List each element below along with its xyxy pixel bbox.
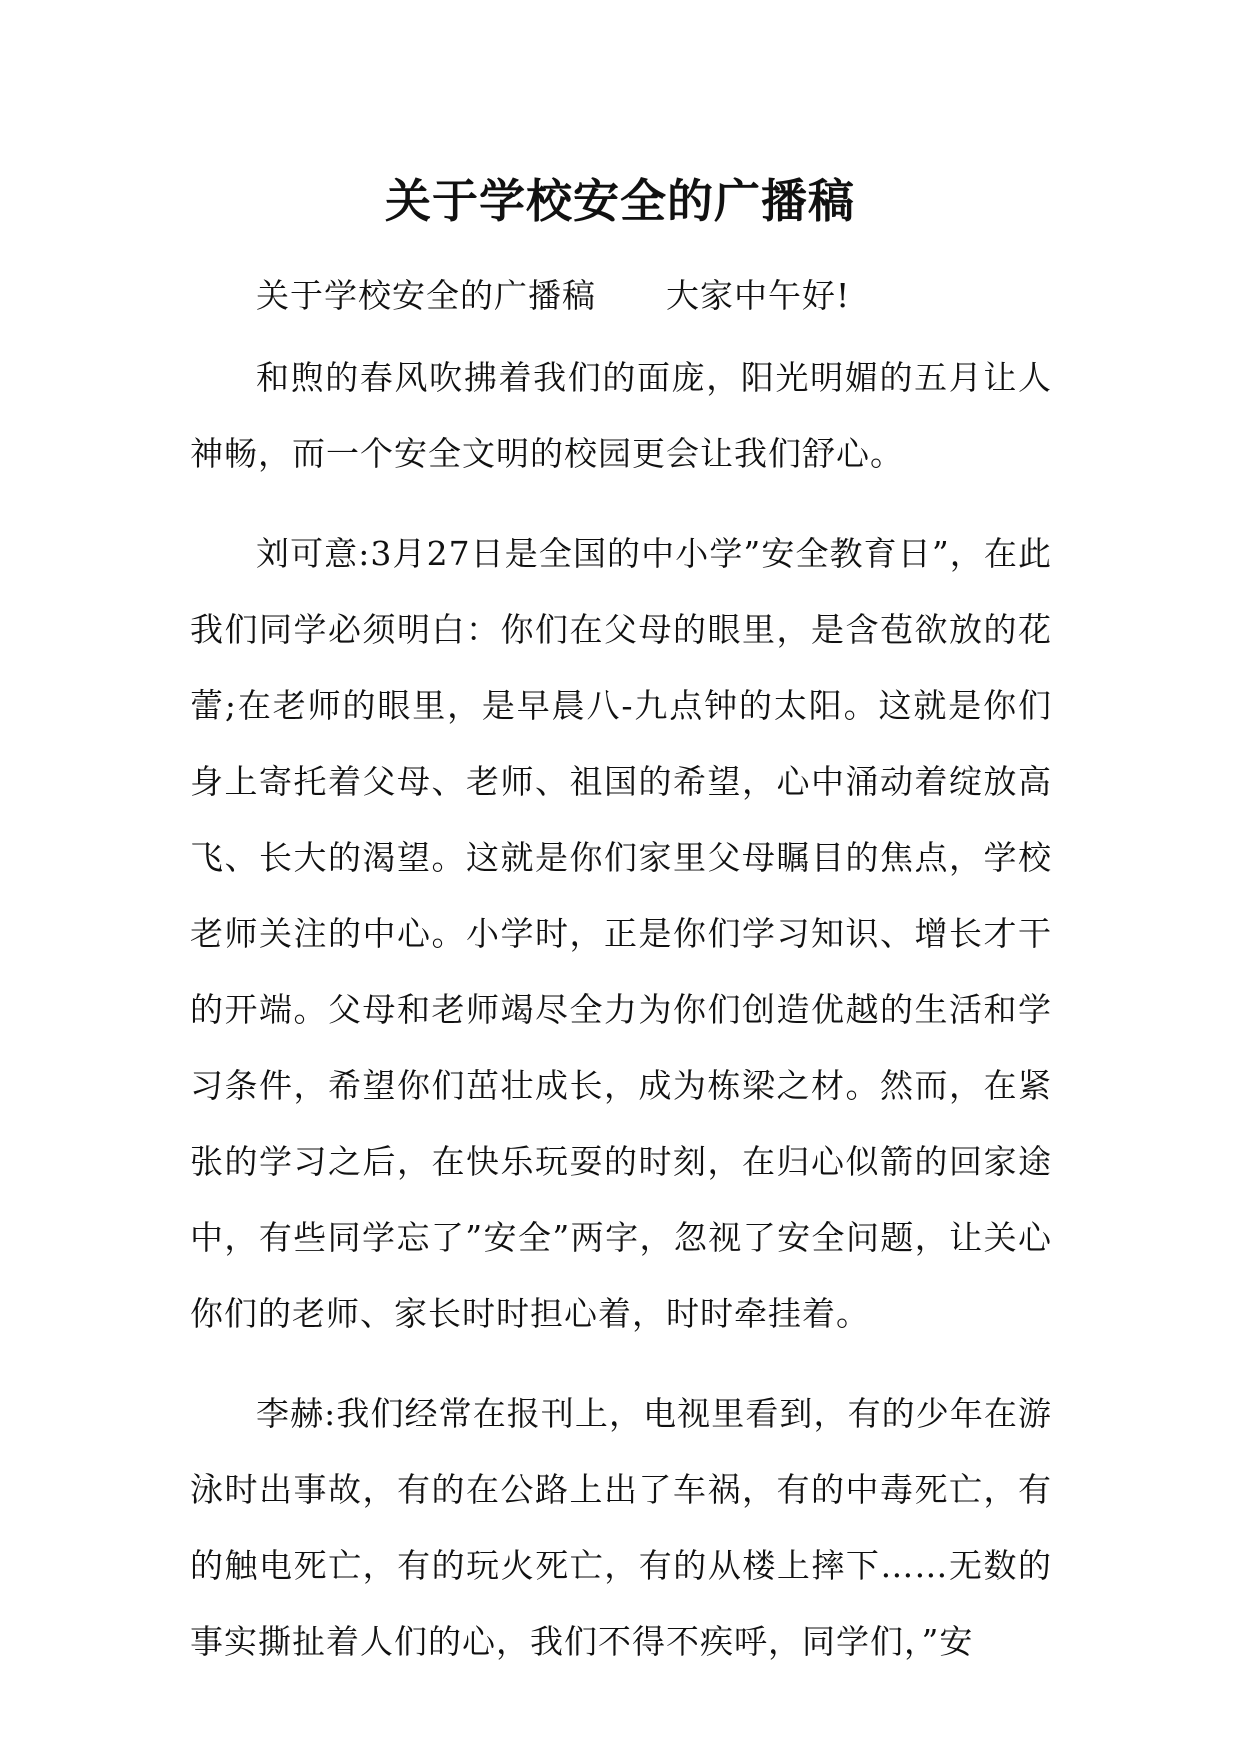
intro-heading: 关于学校安全的广播稿 [256,276,596,315]
paragraph-li-he: 李赫:我们经常在报刊上，电视里看到，有的少年在游泳时出事故，有的在公路上出了车祸，有的中毒死亡，有的触电死亡，有的玩火死亡，有的从楼上摔下……无数的事实撕扯着人们的心，我们不得不疾呼，同学们，”安 [190,1394,1052,1661]
document-body [190,258,1052,1704]
document-title: 关于学校安全的广播稿 [385,174,855,228]
intro-greeting: 大家中午好! [666,276,851,315]
paragraph-liu-keyi: 刘可意:3月27日是全国的中小学”安全教育日”，在此我们同学必须明白：你们在父母的眼里，是含苞欲放的花蕾;在老师的眼里，是早晨八-九点钟的太阳。这就是你们身上寄托着父母、老师、祖国的希望，心中涌动着绽放高飞、长大的渴望。这就是你们家里父母瞩目的焦点，学校老师关注的中心。小学时，正是你们学习知识、增长才干的开端。父母和老师竭尽全力为你们创造优越的生活和学习条件，希望你们茁壮成长，成为栋梁之材。然而，在紧张的学习之后，在快乐玩耍的时刻，在归心似箭的回家途中，有些同学忘了”安全”两字，忽视了安全问题，让关心你们的老师、家长时时担心着，时时牵挂着。 [190,534,1052,1333]
intro-line [190,258,1052,334]
paragraph-spring-breeze: 和煦的春风吹拂着我们的面庞，阳光明媚的五月让人神畅，而一个安全文明的校园更会让我们舒心。 [190,358,1052,473]
